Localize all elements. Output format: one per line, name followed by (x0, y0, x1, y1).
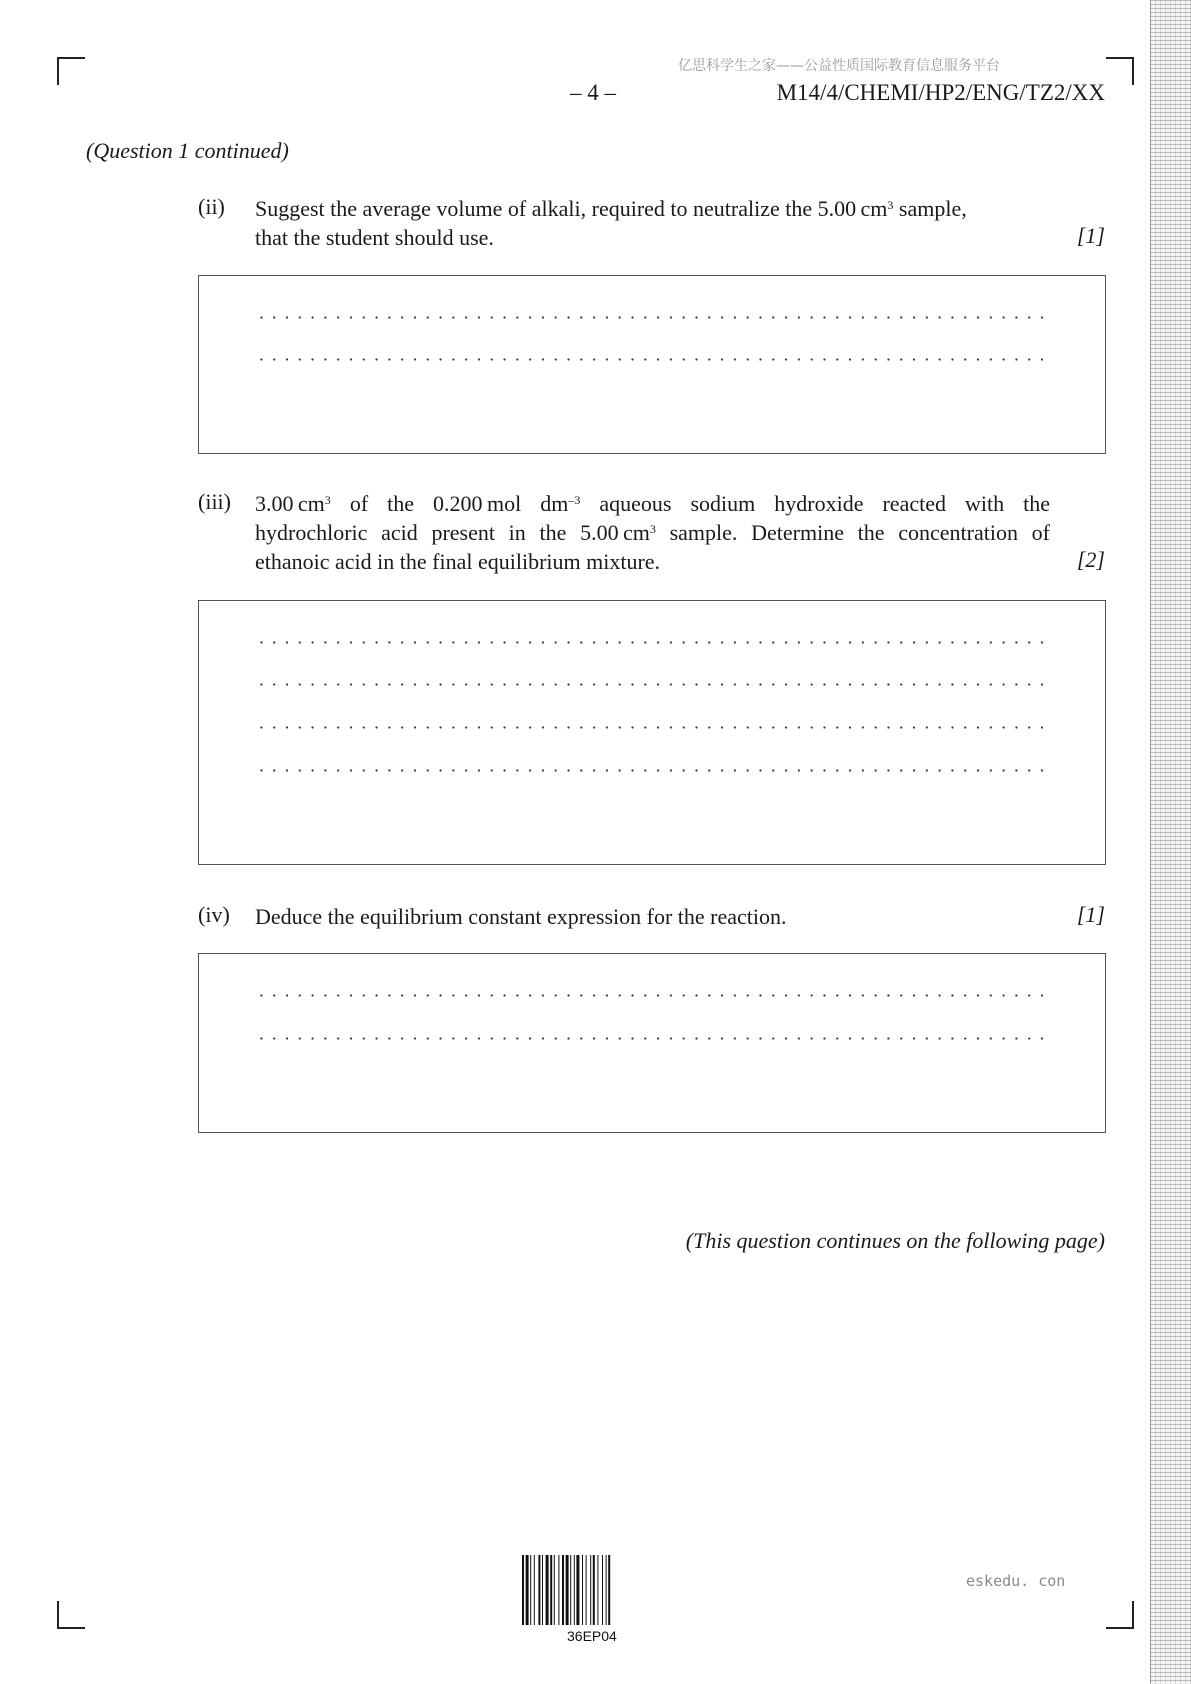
page-edge-strip (1150, 0, 1191, 1684)
question-iii-line2: hydrochloric acid present in the 5.00 $cm^3$ sample. Determine the concentration of (255, 520, 1050, 545)
answer-box-iv[interactable] (198, 953, 1106, 1133)
barcode-bar (570, 1555, 571, 1625)
barcode-bar (576, 1555, 579, 1625)
answer-line (255, 358, 1043, 361)
crop-mark-top-right (1106, 57, 1134, 85)
answer-box-iii[interactable] (198, 600, 1106, 865)
barcode-bar (522, 1555, 524, 1625)
barcode-bar (582, 1555, 583, 1625)
answer-box-ii[interactable] (198, 275, 1106, 454)
answer-line (255, 683, 1043, 686)
barcode-bar (550, 1555, 552, 1625)
barcode-bar (562, 1555, 564, 1625)
question-label-iii: (iii) (198, 489, 231, 514)
question-ii-line2: that the student should use. (255, 225, 494, 250)
barcode-bar (590, 1555, 591, 1625)
question-ii-line1: Suggest the average volume of alkali, required to neutralize the 5.00 $cm^3$ sample, (255, 196, 967, 221)
answer-line (255, 641, 1043, 644)
barcode-bar (542, 1555, 543, 1625)
barcode-bar (546, 1555, 549, 1625)
crop-mark-top-left (57, 57, 85, 85)
paper-code: M14/4/CHEMI/HP2/ENG/TZ2/XX (776, 80, 1105, 105)
barcode-bar (608, 1555, 610, 1625)
footer-site: eskedu. con (966, 1572, 1066, 1590)
marks-ii: [1] (1076, 223, 1105, 248)
marks-iv: [1] (1076, 902, 1105, 927)
question-iii-text (255, 489, 1050, 576)
header-watermark: 亿思科学生之家——公益性质国际教育信息服务平台 (678, 58, 1000, 74)
barcode-bar (606, 1555, 607, 1625)
continues-note: (This question continues on the following page) (685, 1228, 1105, 1253)
question-iii-line3: ethanoic acid in the final equilibrium mixture. (255, 549, 661, 574)
barcode-image (522, 1555, 670, 1625)
continued-note: (Question 1 continued) (86, 138, 289, 163)
barcode-bar (530, 1555, 531, 1625)
answer-line (255, 316, 1043, 319)
question-iii-line1: 3.00 $cm^3$ of the 0.200 mol $dm^{-3}$ aqueous sodium hydroxide reacted with the (255, 491, 1050, 516)
barcode-bar (538, 1555, 540, 1625)
answer-line (255, 994, 1043, 997)
question-iv-text: Deduce the equilibrium constant expression for the reaction. (255, 904, 787, 929)
page-number: – 4 – (570, 80, 616, 105)
answer-line (255, 1037, 1043, 1040)
marks-iii: [2] (1076, 547, 1105, 572)
question-label-ii: (ii) (198, 194, 225, 219)
barcode-bar (574, 1555, 575, 1625)
barcode-bar (566, 1555, 569, 1625)
barcode-bar (554, 1555, 555, 1625)
question-ii-text (255, 194, 1050, 252)
barcode-bar (597, 1555, 598, 1625)
barcode-bar (586, 1555, 587, 1625)
barcode-bar (534, 1555, 535, 1625)
barcode-text: 36EP04 (567, 1628, 617, 1644)
answer-line (255, 769, 1043, 772)
barcode-bar (602, 1555, 603, 1625)
barcode-bar (593, 1555, 595, 1625)
barcode-bar (558, 1555, 559, 1625)
answer-line (255, 726, 1043, 729)
question-label-iv: (iv) (198, 902, 230, 927)
crop-mark-bottom-left (57, 1601, 85, 1629)
crop-mark-bottom-right (1106, 1601, 1134, 1629)
barcode-bar (526, 1555, 529, 1625)
